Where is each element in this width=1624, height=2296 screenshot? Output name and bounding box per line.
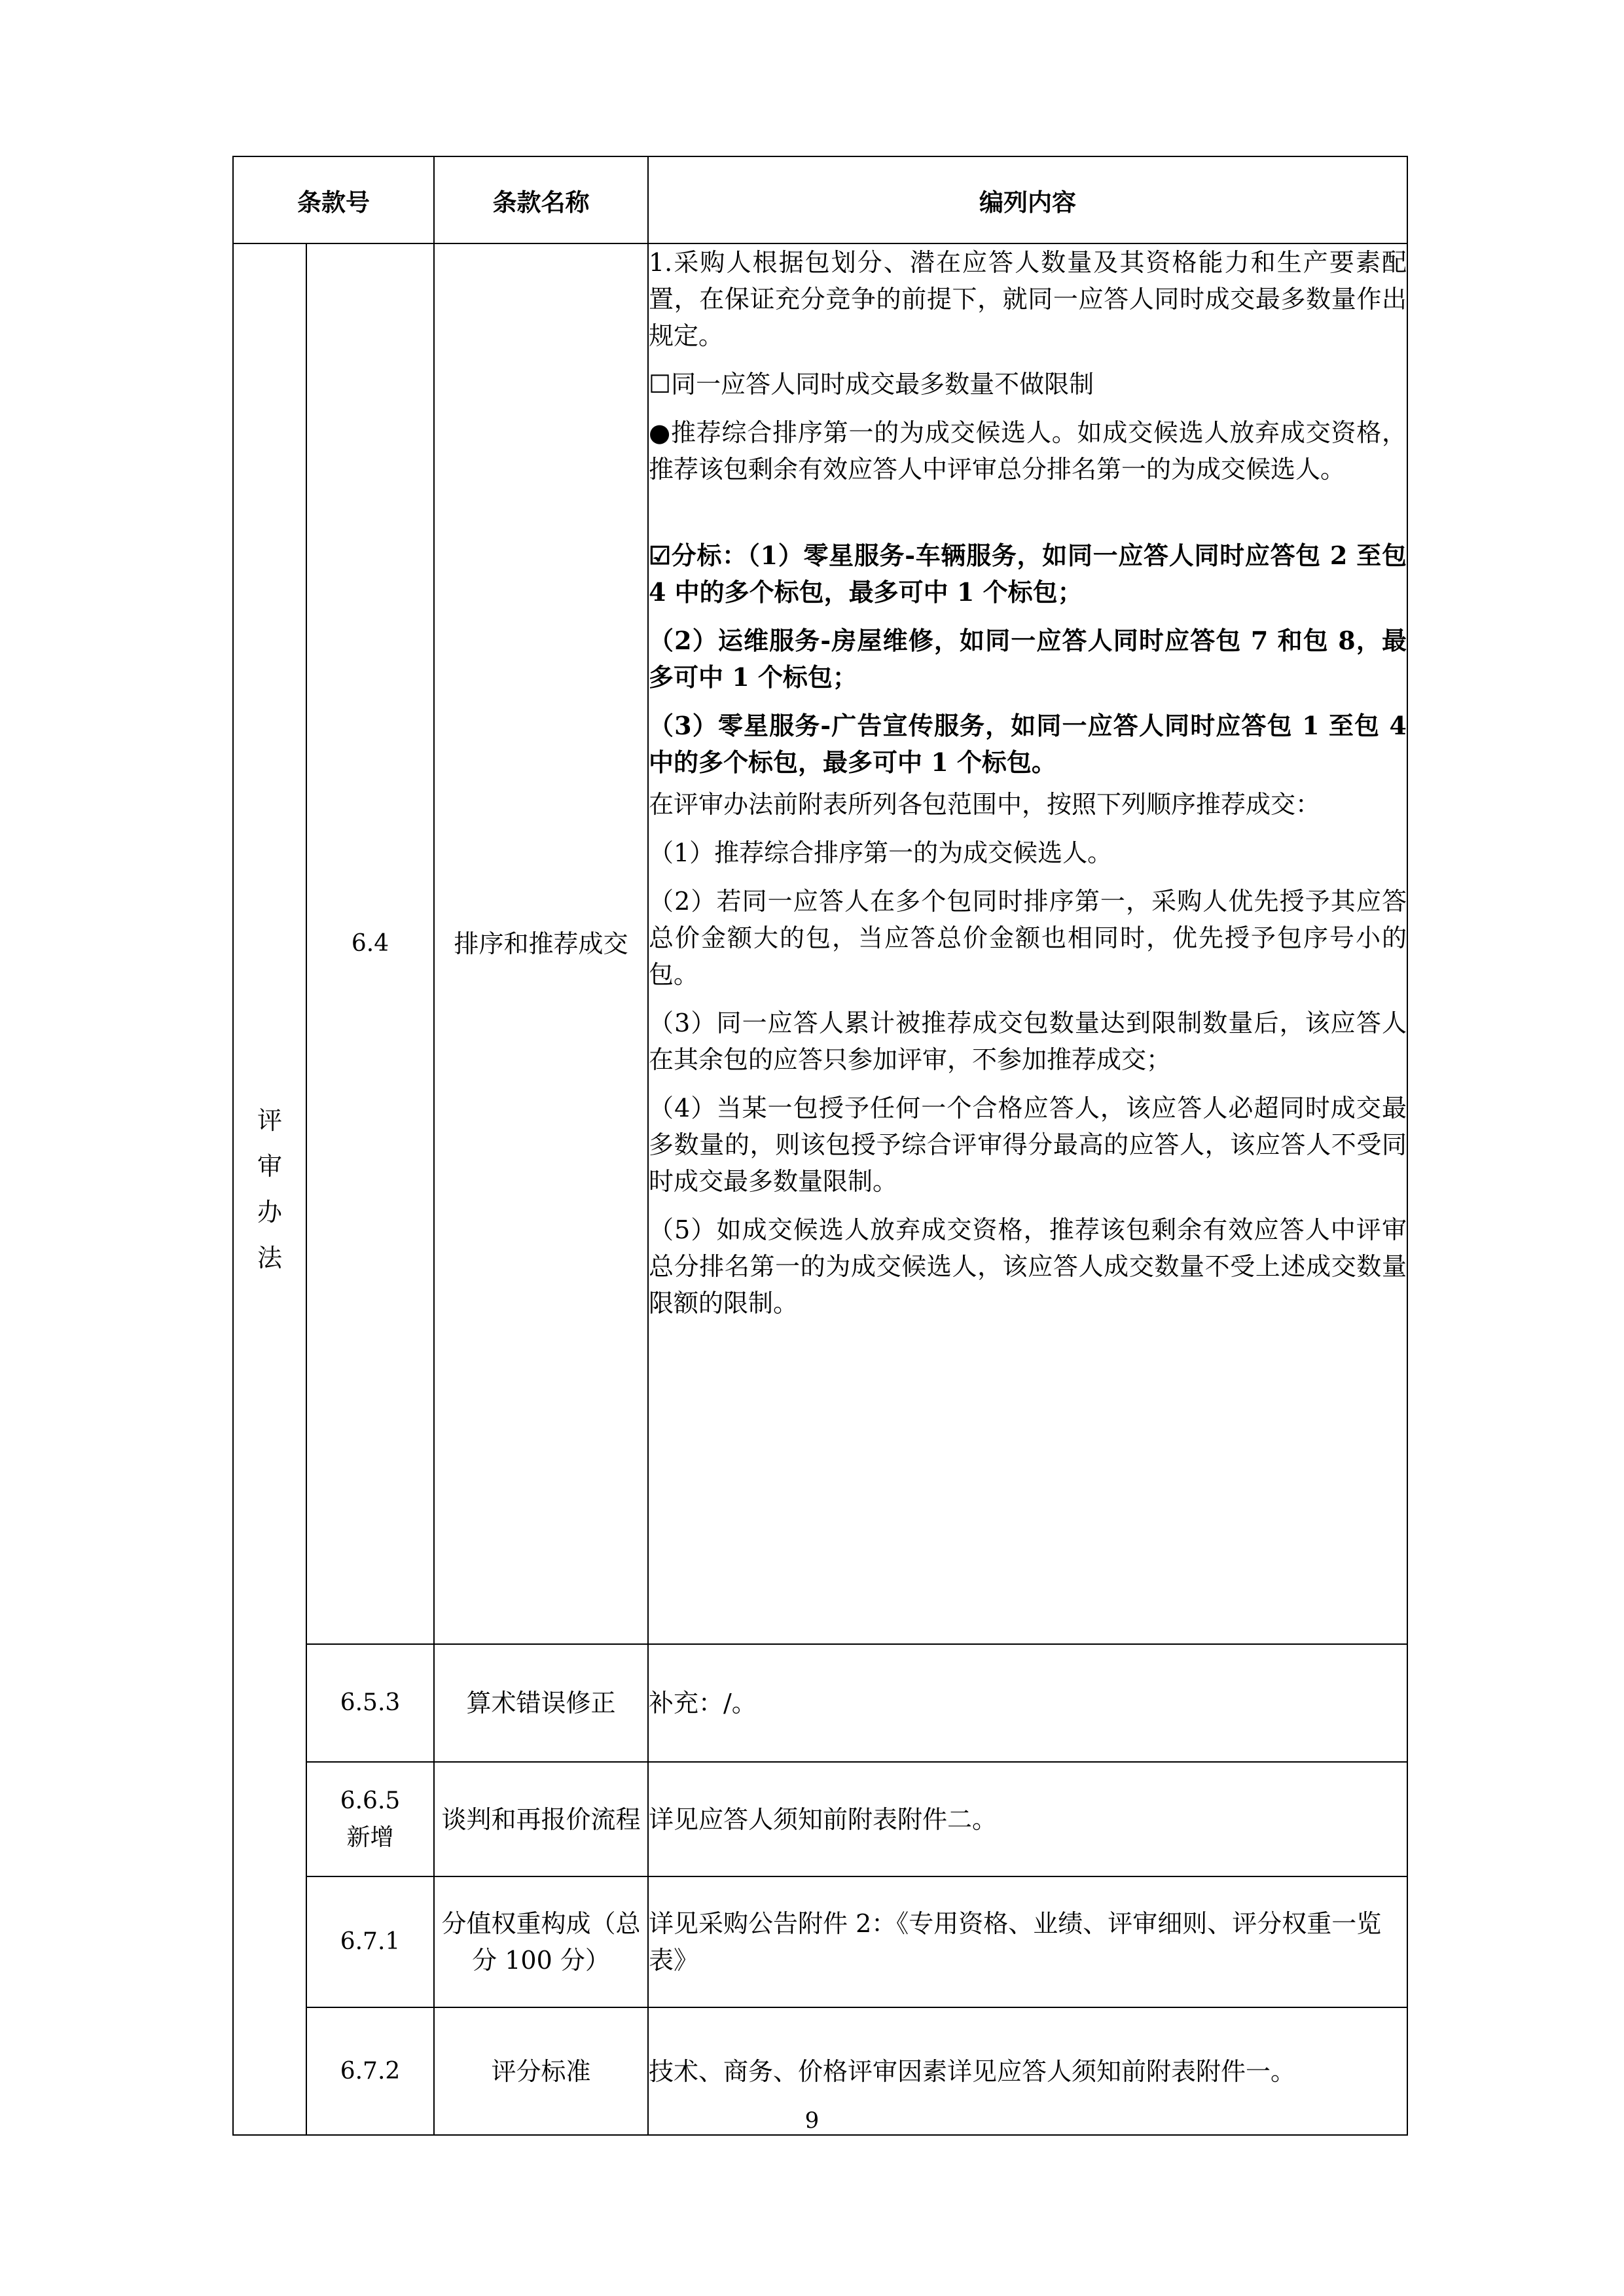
category-text: 评 审 办 法: [257, 1106, 282, 1272]
paragraph: （2）运维服务-房屋维修，如同一应答人同时应答包 7 和包 8，最多可中 1 个标包；: [649, 626, 1407, 692]
clause-content: [648, 243, 1407, 1644]
clause-content: 补充：/。: [648, 1644, 1407, 1762]
table-row: [233, 1762, 1407, 1876]
clause-name: 分值权重构成（总分 100 分）: [434, 1876, 648, 2007]
clause-name: 算术错误修正: [434, 1644, 648, 1762]
paragraph: （2）若同一应答人在多个包同时排序第一，采购人优先授予其应答总价金额大的包，当应答总价金额也相同时，优先授予包序号小的包。: [649, 887, 1407, 989]
clause-content: 技术、商务、价格评审因素详见应答人须知前附表附件一。: [648, 2007, 1407, 2135]
clause-name: 谈判和再报价流程: [434, 1762, 648, 1876]
paragraph: （5）如成交候选人放弃成交资格，推荐该包剩余有效应答人中评审总分排名第一的为成交候选人，该应答人成交数量不受上述成交数量限额的限制。: [649, 1215, 1407, 1318]
clause-content: 详见应答人须知前附表附件二。: [648, 1762, 1407, 1876]
clause-name: 评分标准: [434, 2007, 648, 2135]
clause-number: [306, 1762, 434, 1876]
paragraph: 1.采购人根据包划分、潜在应答人数量及其资格能力和生产要素配置，在保证充分竞争的前提下，就同一应答人同时成交最多数量作出规定。: [649, 248, 1407, 350]
clause-name: 排序和推荐成交: [434, 243, 648, 1644]
clause-content: 详见采购公告附件 2：《专用资格、业绩、评审细则、评分权重一览表》: [648, 1876, 1407, 2007]
spacer: [649, 499, 1407, 537]
checked-option-split: ☑分标：（1）零星服务-车辆服务，如同一应答人同时应答包 2 至包 4 中的多个标包，最多可中 1 个标包；: [649, 541, 1407, 607]
header-clause-name: 条款名称: [434, 156, 648, 243]
clause-number: 6.7.2: [306, 2007, 434, 2135]
paragraph: （1）推荐综合排序第一的为成交候选人。: [649, 838, 1113, 867]
paragraph: （3）零星服务-广告宣传服务，如同一应答人同时应答包 1 至包 4 中的多个标包，最多可中 1 个标包。: [649, 711, 1407, 777]
paragraph: （3）同一应答人累计被推荐成交包数量达到限制数量后，该应答人在其余包的应答只参加评审，不参加推荐成交；: [649, 1009, 1407, 1074]
category-label: [233, 243, 306, 2135]
clause-number-text: 6.6.5 新增: [340, 1787, 401, 1851]
table-row: [233, 1876, 1407, 2007]
table-row: [233, 243, 1407, 1644]
header-clause-number: 条款号: [233, 156, 434, 243]
clause-number: 6.5.3: [306, 1644, 434, 1762]
paragraph: 在评审办法前附表所列各包范围中，按照下列顺序推荐成交：: [649, 790, 1321, 819]
page-number: 9: [804, 2108, 820, 2134]
table-row: [233, 1644, 1407, 1762]
clause-table: [232, 156, 1408, 2136]
bullet-option-recommend: ●推荐综合排序第一的为成交候选人。如成交候选人放弃成交资格，推荐该包剩余有效应答人中评审总分排名第一的为成交候选人。: [649, 418, 1407, 484]
header-content: 编列内容: [648, 156, 1407, 243]
clause-number: 6.7.1: [306, 1876, 434, 2007]
paragraph: （4）当某一包授予任何一个合格应答人，该应答人必超同时成交最多数量的，则该包授予综合评审得分最高的应答人，该应答人不受同时成交最多数量限制。: [649, 1094, 1407, 1196]
table-header-row: [233, 156, 1407, 243]
clause-number: 6.4: [306, 243, 434, 1644]
checkbox-option-unlimited: ☐同一应答人同时成交最多数量不做限制: [649, 370, 1094, 399]
